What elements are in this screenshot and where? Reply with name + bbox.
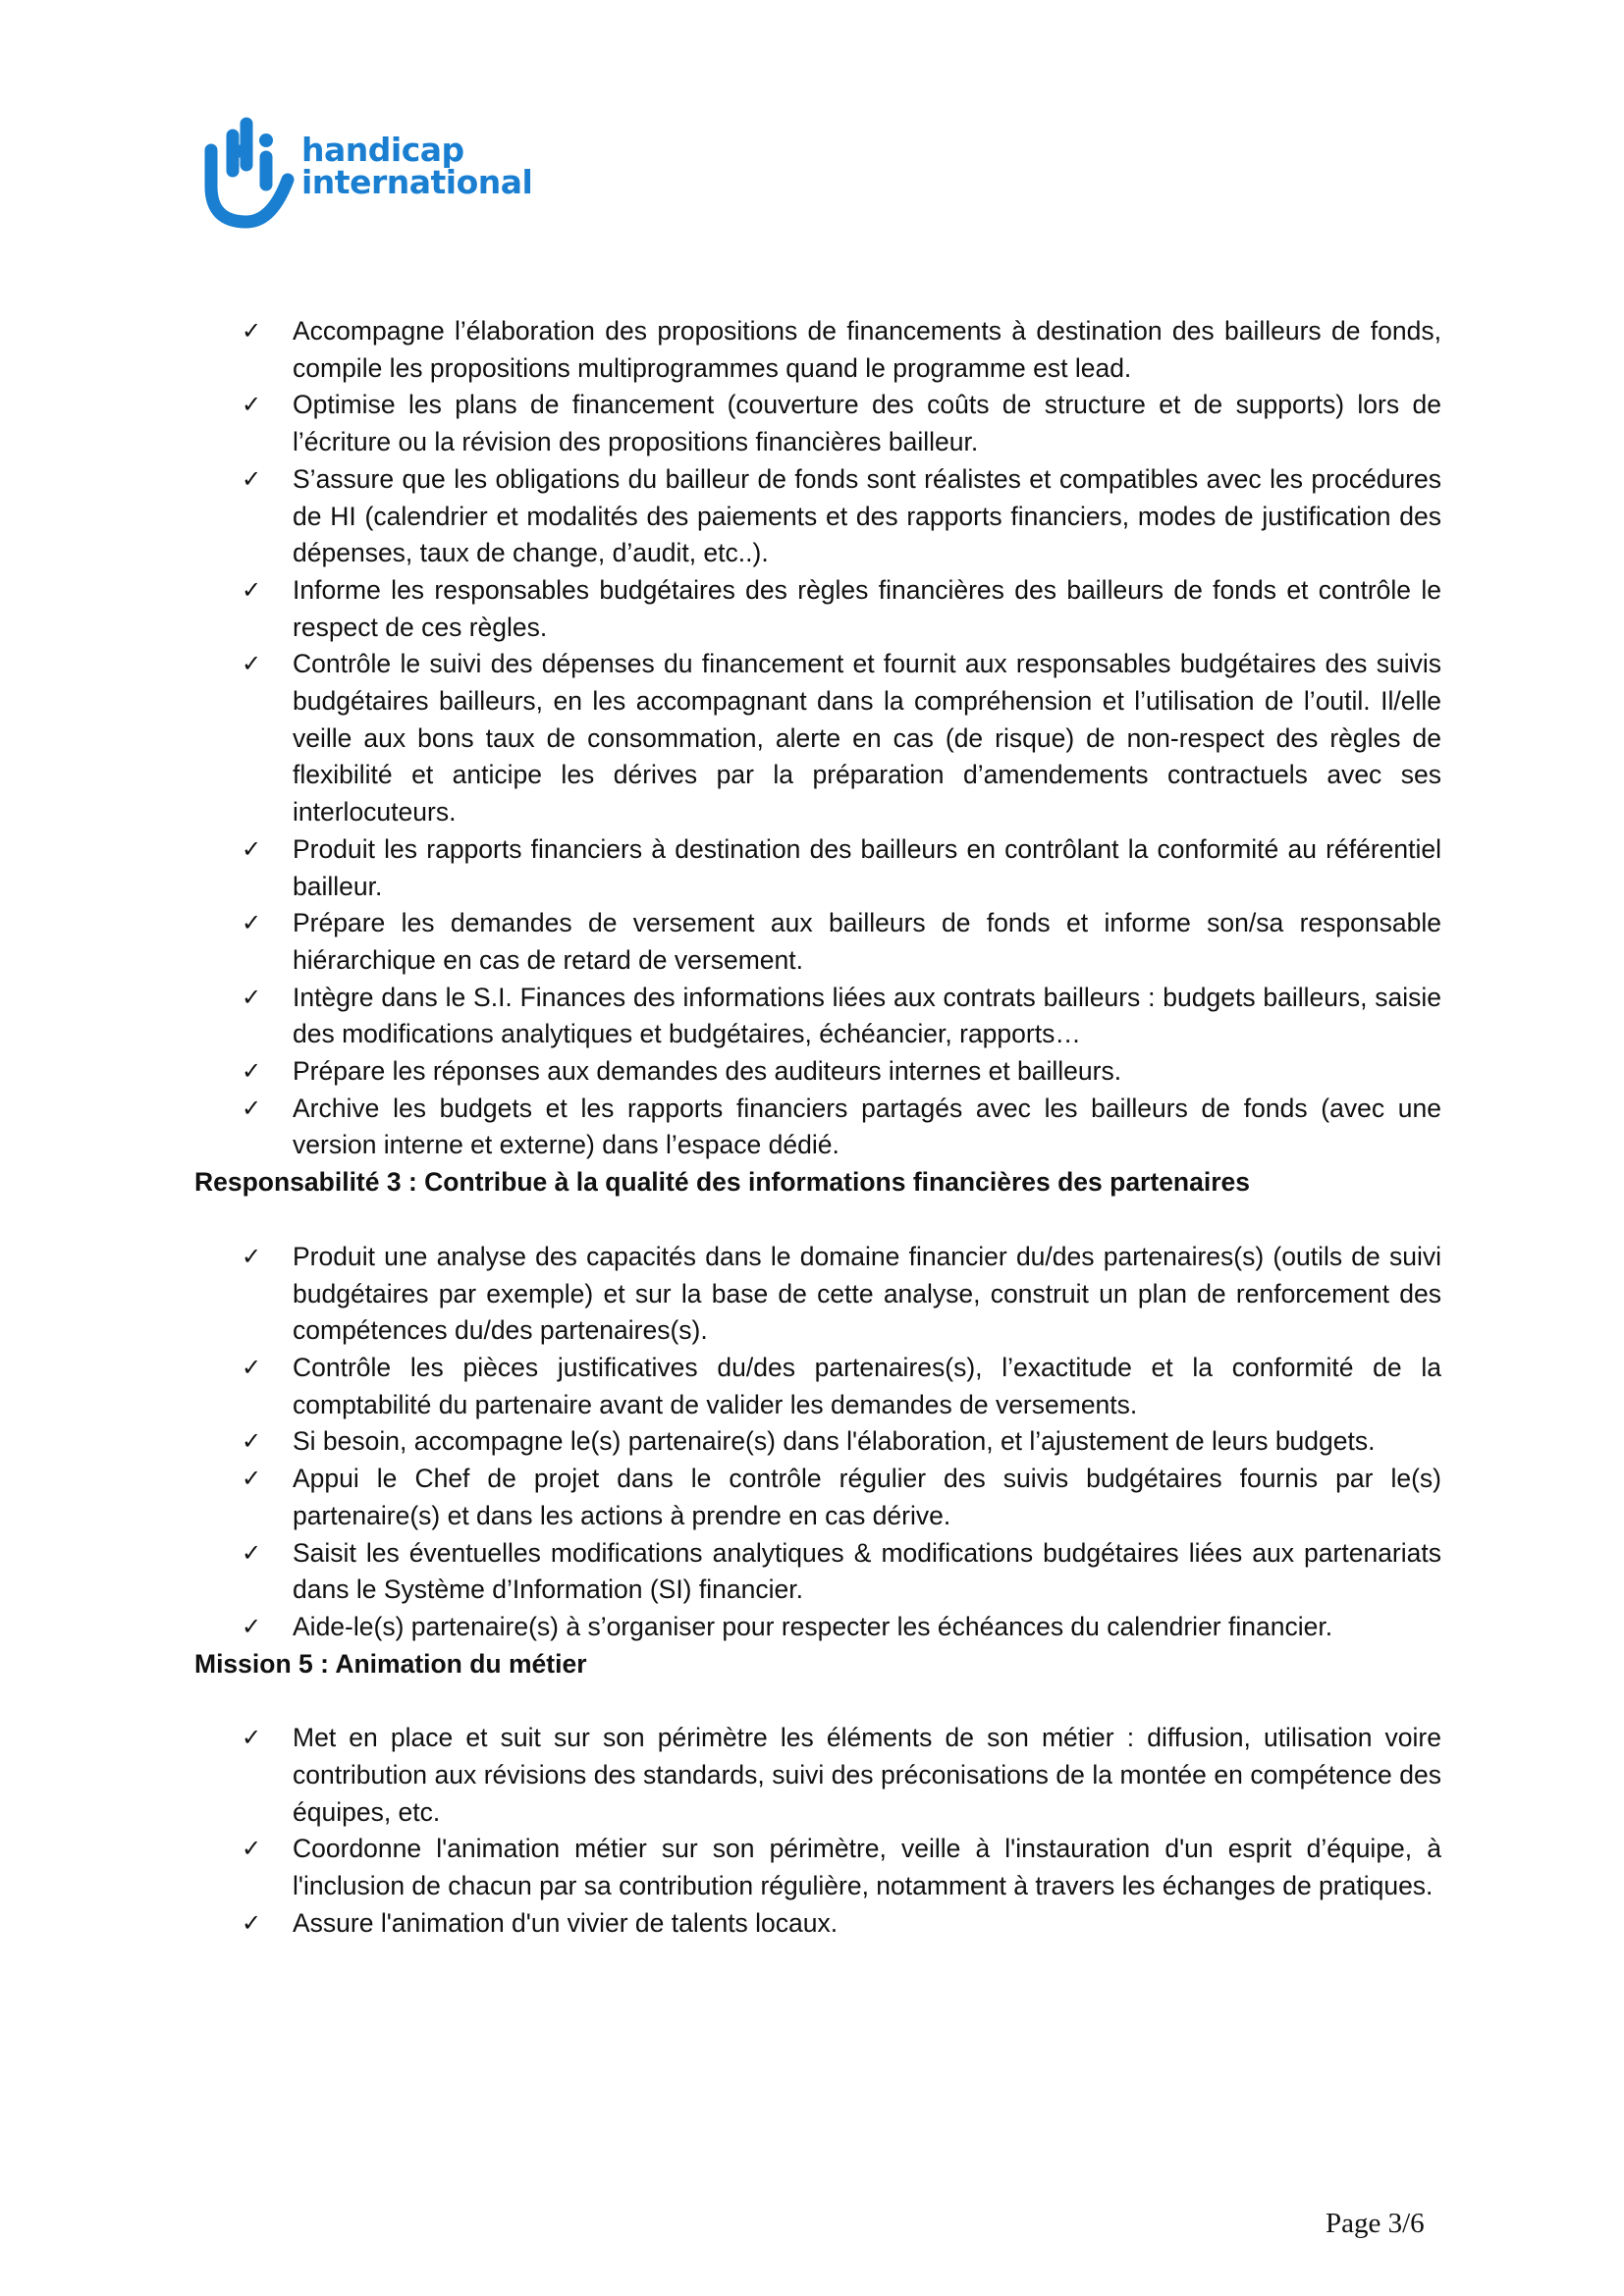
list-item: ✓ Contrôle les pièces justificatives du/des partenaires(s), l’exactitude et la conformité de la comptabilité du partenaire avant de valider les demandes de versements. [293,1350,1441,1423]
section-heading-mission-5: Mission 5 : Animation du métier [194,1648,587,1679]
list-item: ✓ Produit une analyse des capacités dans le domaine financier du/des partenaires(s) (outils de suivi budgétaires par exemple) et sur la base de cette analyse, construit un plan de renforcement des compétences du/des partenaires(s). [293,1239,1441,1350]
checkmark-icon: ✓ [242,834,262,863]
checkmark-icon: ✓ [242,983,262,1011]
checkmark-icon: ✓ [242,1908,262,1937]
handicap-international-logo [201,106,535,234]
financing-tasks-list [194,313,1441,1164]
list-item: ✓ Informe les responsables budgétaires des règles financières des bailleurs de fonds et contrôle le respect de ces règles. [293,572,1441,646]
page-number: Page 3/6 [1326,2208,1425,2239]
partner-tasks-list [194,1239,1441,1646]
checkmark-icon: ✓ [242,1242,262,1270]
checkmark-icon: ✓ [242,1427,262,1456]
document-body [194,313,1441,1943]
list-item: ✓ Met en place et suit sur son périmètre les éléments de son métier : diffusion, utilisation voire contribution aux révisions des standards, suivi des préconisations de la montée en compétence des équipes, etc. [293,1720,1441,1831]
checkmark-icon: ✓ [242,1094,262,1122]
list-item: ✓ Saisit les éventuelles modifications analytiques & modifications budgétaires liées aux partenariats dans le Système d’Information (SI) financier. [293,1535,1441,1609]
checkmark-icon: ✓ [242,1465,262,1493]
checkmark-icon: ✓ [242,1835,262,1863]
list-item: ✓ Prépare les réponses aux demandes des auditeurs internes et bailleurs. [293,1053,1441,1091]
logo-text-handicap: handicap [301,131,464,169]
logo-text-international: international [301,163,533,201]
checkmark-icon: ✓ [242,650,262,678]
list-item: ✓ Produit les rapports financiers à destination des bailleurs en contrôlant la conformité au référentiel bailleur. [293,831,1441,905]
list-item: ✓ Accompagne l’élaboration des propositions de financements à destination des bailleurs de fonds, compile les propositions multiprogrammes quand le programme est lead. [293,313,1441,387]
list-item: ✓ Archive les budgets et les rapports financiers partagés avec les bailleurs de fonds (avec une version interne et externe) dans l’espace dédié. [293,1091,1441,1164]
checkmark-icon: ✓ [242,1724,262,1752]
hand-hi-icon [201,106,299,232]
list-item: ✓ Appui le Chef de projet dans le contrôle régulier des suivis budgétaires fournis par le(s) partenaire(s) et dans les actions à prendre en cas dérive. [293,1461,1441,1534]
list-item: ✓ Contrôle le suivi des dépenses du financement et fournit aux responsables budgétaires des suivis budgétaires bailleurs, en les accompagnant dans la compréhension et l’utilisation de l’outil. Il/elle veille aux bons taux de consommation, alerte en cas (de risque) de non-respect des règles de flexibilité et anticipe les dérives par la préparation d’amendements contractuels avec ses interlocuteurs. [293,646,1441,831]
checkmark-icon: ✓ [242,1612,262,1640]
list-item: ✓ Coordonne l'animation métier sur son périmètre, veille à l'instauration d'un esprit d’équipe, à l'inclusion de chacun par sa contribution régulière, notamment à travers les échanges de pratiques. [293,1831,1441,1904]
list-item: ✓ Aide-le(s) partenaire(s) à s’organiser pour respecter les échéances du calendrier financier. [293,1609,1441,1646]
list-item: ✓ Intègre dans le S.I. Finances des informations liées aux contrats bailleurs : budgets bailleurs, saisie des modifications analytiques et budgétaires, échéancier, rapports… [293,980,1441,1053]
checkmark-icon: ✓ [242,1057,262,1086]
mission-5-tasks-list [194,1720,1441,1942]
checkmark-icon: ✓ [242,1538,262,1567]
list-item: ✓ S’assure que les obligations du bailleur de fonds sont réalistes et compatibles avec les procédures de HI (calendrier et modalités des paiements et des rapports financiers, modes de justification des dépenses, taux de change, d’audit, etc..). [293,461,1441,572]
checkmark-icon: ✓ [242,317,262,345]
list-item: ✓ Si besoin, accompagne le(s) partenaire(s) dans l'élaboration, et l’ajustement de leurs budgets. [293,1423,1441,1461]
checkmark-icon: ✓ [242,909,262,937]
list-item: ✓ Prépare les demandes de versement aux bailleurs de fonds et informe son/sa responsable hiérarchique en cas de retard de versement. [293,905,1441,979]
checkmark-icon: ✓ [242,1353,262,1381]
checkmark-icon: ✓ [242,575,262,604]
checkmark-icon: ✓ [242,391,262,419]
checkmark-icon: ✓ [242,464,262,493]
section-heading-responsabilite-3: Responsabilité 3 : Contribue à la qualité des informations financières des partenaires [194,1167,1251,1198]
list-item: ✓ Optimise les plans de financement (couverture des coûts de structure et de supports) lors de l’écriture ou la révision des propositions financières bailleur. [293,387,1441,460]
list-item: ✓ Assure l'animation d'un vivier de talents locaux. [293,1905,1441,1943]
logo-wordmark [301,131,533,201]
